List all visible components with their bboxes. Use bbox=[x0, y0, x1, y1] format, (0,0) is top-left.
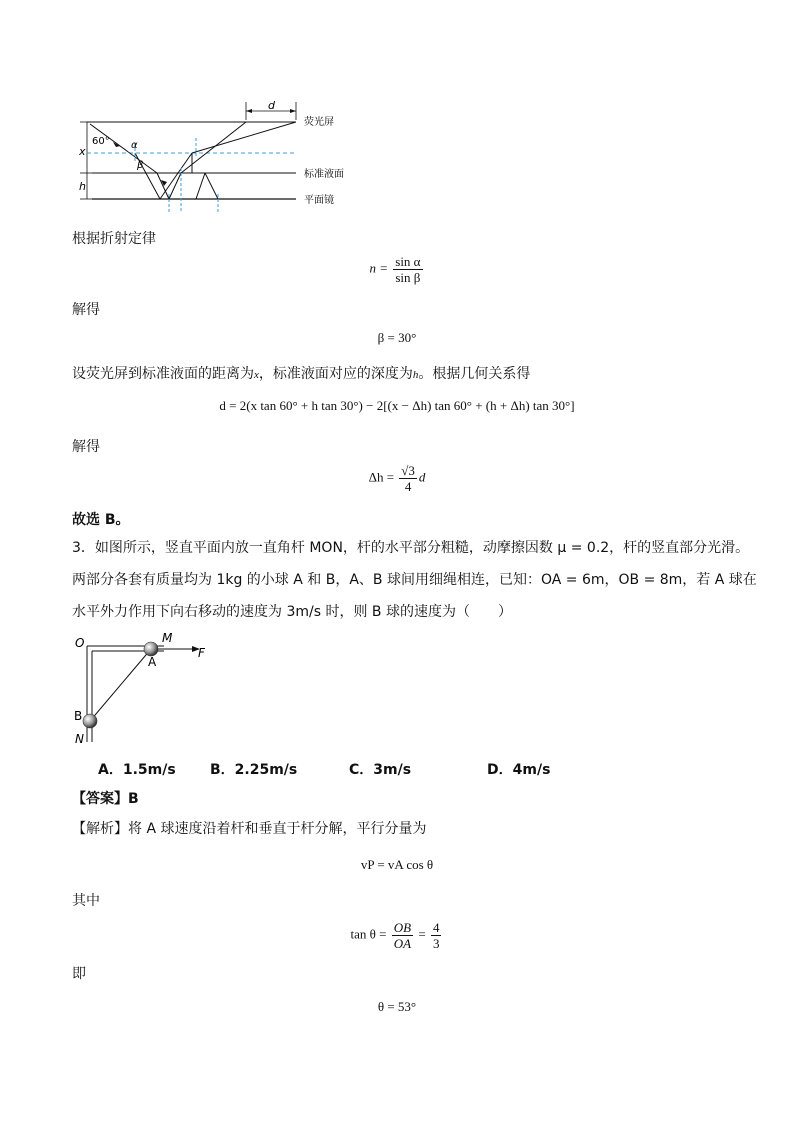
label-60: 60° bbox=[92, 136, 110, 147]
option-c: C．3m/s bbox=[349, 762, 412, 778]
equation-theta: θ = 53° bbox=[377, 999, 417, 1014]
label-x: x bbox=[79, 145, 86, 158]
label-m: M bbox=[162, 631, 173, 645]
choose-answer: 故选 B。 bbox=[72, 512, 130, 528]
label-beta: β bbox=[137, 160, 144, 171]
equation-vp: vP = vA cos θ bbox=[360, 857, 434, 872]
label-o: O bbox=[75, 636, 85, 650]
label-screen: 荧光屏 bbox=[304, 117, 334, 128]
equation-geometry: d = 2(x tan 60° + h tan 30°) − 2[(x − Δh) tan 60° + (h + Δh) tan 30°] bbox=[219, 398, 575, 413]
question-3-line-3: 水平外力作用下向右移动的速度为 3m/s 时，则 B 球的速度为（ ） bbox=[72, 604, 512, 620]
label-a: A bbox=[148, 655, 157, 669]
label-liquid: 标准液面 bbox=[304, 169, 344, 180]
equation-beta: β = 30° bbox=[377, 330, 417, 345]
so-text: 即 bbox=[72, 966, 86, 982]
label-f: F bbox=[198, 646, 205, 660]
label-b: B bbox=[74, 709, 83, 723]
solve-text-2: 解得 bbox=[72, 439, 100, 455]
setup-text: 设荧光屏到标准液面的距离为x，标准液面对应的深度为h。根据几何关系得 bbox=[72, 366, 531, 382]
label-alpha: α bbox=[131, 140, 138, 151]
option-d: D．4m/s bbox=[487, 762, 551, 778]
equation-refraction: n = $\frac{\text{sin α}}{\text{sin β}}$ bbox=[369, 254, 421, 285]
answer-label: 【答案】B bbox=[72, 791, 139, 807]
refraction-diagram bbox=[70, 98, 370, 213]
law-text: 根据折射定律 bbox=[72, 231, 156, 247]
solve-text-1: 解得 bbox=[72, 302, 100, 318]
ball-a bbox=[144, 642, 158, 656]
ball-b bbox=[83, 714, 97, 728]
rod-diagram bbox=[72, 630, 222, 746]
where-text: 其中 bbox=[72, 893, 100, 909]
label-n: N bbox=[75, 732, 84, 746]
label-h: h bbox=[79, 180, 86, 193]
analysis-text: 【解析】将 A 球速度沿着杆和垂直于杆分解，平行分量为 bbox=[72, 821, 427, 837]
label-mirror: 平面镜 bbox=[304, 195, 334, 206]
option-b: B．2.25m/s bbox=[210, 762, 298, 778]
equation-tan-theta: tan θ = $\frac{OB}{OA}$ = $\frac{4}{3}$ bbox=[350, 920, 440, 951]
question-3-line-1: 3．如图所示，竖直平面内放一直角杆 MON，杆的水平部分粗糙，动摩擦因数 μ = 0.2，杆的竖直部分光滑。 bbox=[72, 540, 750, 556]
label-d: d bbox=[268, 99, 275, 112]
question-3-line-2: 两部分各套有质量均为 1kg 的小球 A 和 B，A、B 球间用细绳相连，已知：OA = 6m，OB = 8m，若 A 球在 bbox=[72, 572, 757, 588]
equation-delta-h: Δh = $\frac{√3}{4}$ d bbox=[368, 463, 426, 494]
option-a: A．1.5m/s bbox=[98, 762, 176, 778]
